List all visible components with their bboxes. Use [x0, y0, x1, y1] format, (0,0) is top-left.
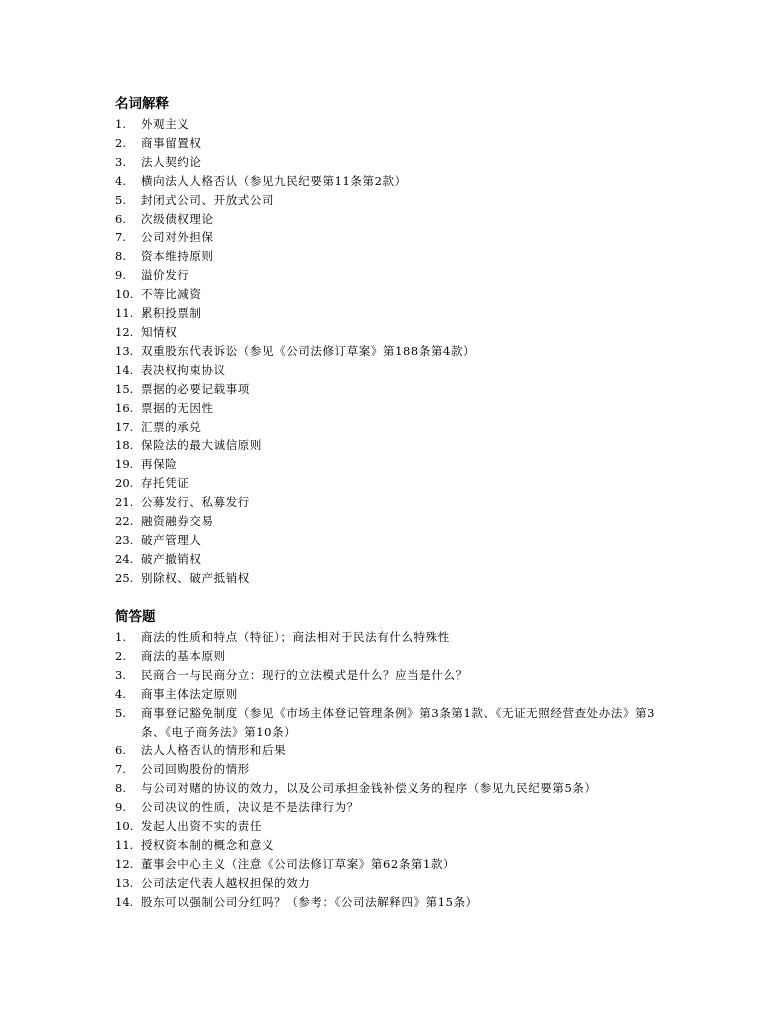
list-item: [115, 285, 665, 304]
list-item-text: 商法的性质和特点（特征）；商法相对于民法有什么特殊性: [141, 630, 450, 644]
list-item: [115, 760, 665, 779]
list-item: [115, 266, 665, 285]
section-heading: 名词解释: [115, 96, 169, 112]
list-item-number: 17.: [115, 419, 134, 434]
list-item-text: 溢价发行: [141, 268, 190, 283]
list-item-text: 表决权拘束协议: [141, 362, 226, 377]
list-item-number: 23.: [115, 532, 134, 547]
list-item-text: 法人契约论: [141, 154, 202, 169]
list-item: [115, 874, 665, 893]
list-item-number: 12.: [115, 856, 134, 871]
list-item-number: 2.: [115, 648, 126, 663]
list-item-text: 公司对外担保: [141, 230, 214, 245]
list-item: [115, 418, 665, 437]
list-item: [115, 779, 665, 798]
list-item-number: 5.: [115, 705, 126, 720]
list-item-text: 外观主义: [141, 117, 190, 131]
list-item-text: 商事留置权: [141, 135, 202, 150]
list-item-text: 资本维持原则: [141, 249, 214, 264]
list-item: [115, 115, 665, 134]
list-item-number: 1.: [115, 630, 126, 644]
list-item: [115, 685, 665, 704]
list-item: [115, 191, 665, 210]
list-item: [115, 172, 665, 191]
list-item-number: 9.: [115, 800, 126, 815]
list-item: [115, 304, 665, 323]
list-item-text: 票据的必要记载事项: [141, 381, 250, 396]
section-heading: 简答题: [115, 609, 156, 625]
list-item: [115, 210, 665, 229]
list-item-text: 破产撤销权: [141, 551, 202, 566]
list-item-text: 授权资本制的概念和意义: [141, 837, 275, 852]
section-short-answer: [115, 608, 665, 912]
list-item: [115, 361, 665, 380]
list-item-number: 11.: [115, 306, 134, 321]
list-item-number: 4.: [115, 686, 126, 701]
list-item-number: 10.: [115, 819, 134, 834]
list-item-number: 19.: [115, 457, 134, 472]
list-item-text: 公司决议的性质，决议是不是法律行为？: [141, 800, 359, 815]
list-item-text: 与公司对赌的协议的效力，以及公司承担金钱补偿义务的程序（参见九民纪要第5条）: [141, 781, 597, 796]
list-item-number: 13.: [115, 343, 134, 358]
list-item-number: 21.: [115, 495, 134, 510]
list-item-text: 存托凭证: [141, 476, 190, 491]
list-item-text: 双重股东代表诉讼（参见《公司法修订草案》第188条第4款）: [141, 343, 476, 358]
list-item-number: 18.: [115, 438, 134, 453]
list-item: [115, 628, 665, 647]
list-item: [115, 474, 665, 493]
list-item: [115, 512, 665, 531]
list-item-number: 20.: [115, 476, 134, 491]
list-item-text: 民商合一与民商分立：现行的立法模式是什么？应当是什么？: [141, 667, 468, 682]
list-item-text: 公募发行、私募发行: [141, 495, 250, 510]
list-item-text: 发起人出资不实的责任: [141, 819, 262, 834]
list-item: [115, 247, 665, 266]
list-item-number: 3.: [115, 154, 126, 169]
list-item-number: 2.: [115, 135, 126, 150]
list-item-number: 3.: [115, 667, 126, 682]
section-term-definitions: [115, 95, 665, 588]
list-item-number: 6.: [115, 211, 126, 226]
list-item-number: 22.: [115, 514, 134, 529]
list-item: [115, 436, 665, 455]
list-item-text: 封闭式公司、开放式公司: [141, 192, 275, 207]
list-item: [115, 228, 665, 247]
list-item-number: 8.: [115, 249, 126, 264]
list-item: [115, 893, 665, 912]
list-item-text: 保险法的最大诚信原则: [141, 438, 262, 453]
list-item-number: 11.: [115, 837, 134, 852]
list-item-number: 13.: [115, 875, 134, 890]
list-item-number: 14.: [115, 894, 134, 909]
list-item: [115, 493, 665, 512]
list-item-number: 16.: [115, 400, 134, 415]
list-item: [115, 531, 665, 550]
list-item: [115, 323, 665, 342]
list-item-text: 汇票的承兑: [141, 419, 202, 434]
list-item-number: 14.: [115, 362, 134, 377]
list-item-number: 7.: [115, 762, 126, 777]
list-item-number: 6.: [115, 743, 126, 758]
list-item: [115, 569, 665, 588]
list-item-text: 公司法定代表人越权担保的效力: [141, 875, 311, 890]
list-item: [115, 455, 665, 474]
list-item: [115, 836, 665, 855]
list-item-number: 4.: [115, 173, 126, 188]
list-item-text: 不等比减资: [141, 287, 202, 302]
list-item: [115, 855, 665, 874]
list-item-number: 10.: [115, 287, 134, 302]
list-item-text: 再保险: [141, 457, 178, 472]
list-item-text: 商事主体法定原则: [141, 686, 238, 701]
list-item: [115, 134, 665, 153]
list-item-number: 12.: [115, 324, 134, 339]
list-item: [115, 153, 665, 172]
list-item-text: 知情权: [141, 324, 178, 339]
list-item: [115, 550, 665, 569]
list-item-text: 商法的基本原则: [141, 648, 226, 663]
list-item-text: 董事会中心主义（注意《公司法修订草案》第62条第1款）: [141, 856, 456, 871]
list-item: [115, 399, 665, 418]
list-item-number: 15.: [115, 381, 134, 396]
list-item: [115, 666, 665, 685]
list-item-text: 次级债权理论: [141, 211, 214, 226]
list-item: [115, 704, 665, 742]
list-item-number: 7.: [115, 230, 126, 245]
list-item-text: 票据的无因性: [141, 400, 214, 415]
list-item-text: 累积投票制: [141, 306, 202, 321]
list-item-text: 破产管理人: [141, 532, 202, 547]
list-item-number: 25.: [115, 570, 134, 585]
list-item-text: 别除权、破产抵销权: [141, 570, 250, 585]
list-item-text: 横向法人人格否认（参见九民纪要第11条第2款）: [141, 173, 407, 188]
list-item-number: 9.: [115, 268, 126, 283]
list-item: [115, 342, 665, 361]
list-item-text: 法人人格否认的情形和后果: [141, 743, 287, 758]
term-list: [115, 115, 665, 588]
list-item: [115, 741, 665, 760]
list-item-number: 8.: [115, 781, 126, 796]
list-item: [115, 798, 665, 817]
list-item: [115, 380, 665, 399]
list-item: [115, 647, 665, 666]
list-item: [115, 817, 665, 836]
list-item-text: 公司回购股份的情形: [141, 762, 250, 777]
question-list: [115, 628, 665, 912]
list-item-number: 1.: [115, 117, 126, 131]
list-item-text: 股东可以强制公司分红吗？（参考：《公司法解释四》第15条）: [141, 894, 478, 909]
list-item-number: 24.: [115, 551, 134, 566]
list-item-text: 商事登记豁免制度（参见《市场主体登记管理条例》第3条第1款、《无证无照经营查处办法》第3条、《电子商务法》第10条）: [141, 705, 656, 739]
list-item-number: 5.: [115, 192, 126, 207]
list-item-text: 融资融券交易: [141, 514, 214, 529]
